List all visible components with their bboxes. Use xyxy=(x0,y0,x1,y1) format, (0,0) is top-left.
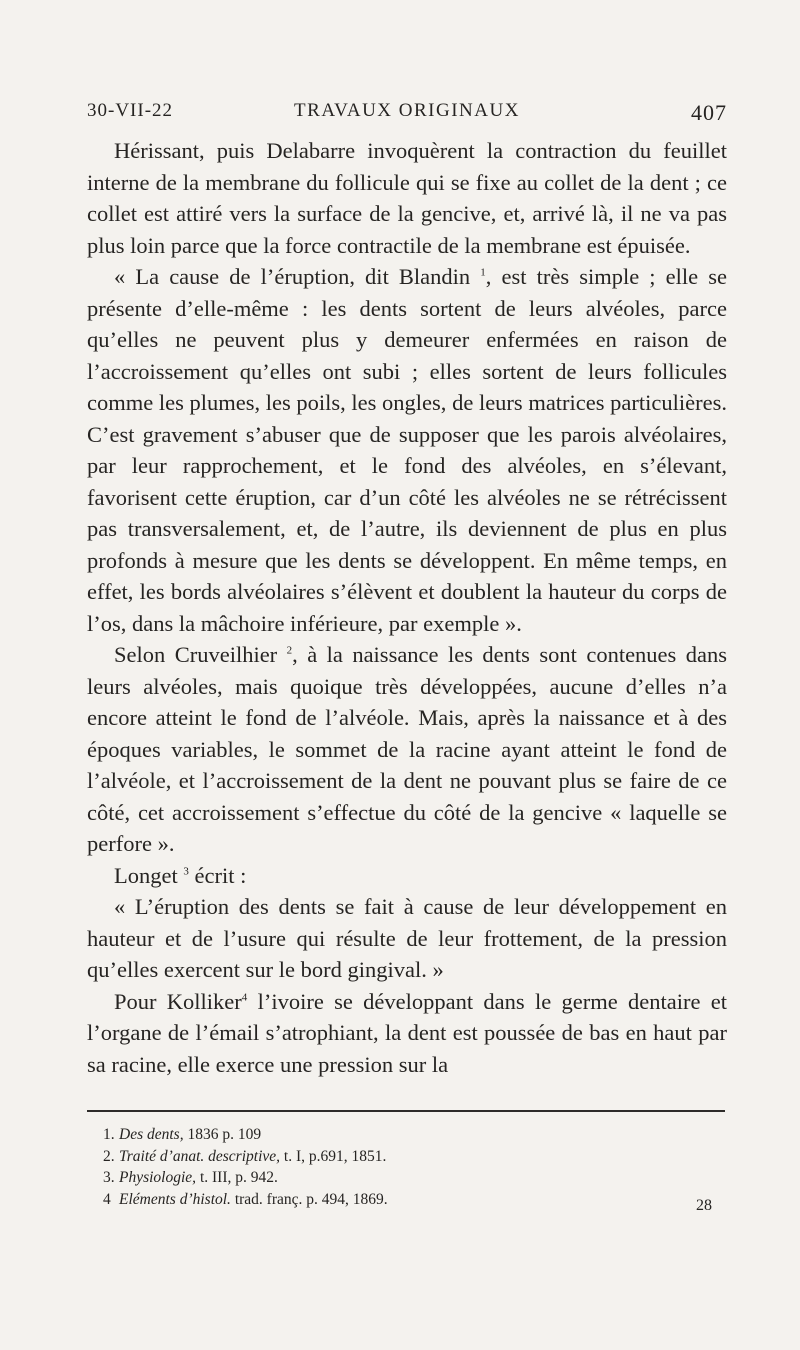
footnote-ref: 3 xyxy=(183,865,189,877)
body-text xyxy=(87,135,727,1080)
footnote-title: Physiologie, xyxy=(119,1169,197,1186)
paragraph-text: Hérissant, puis Delabarre invoquèrent la contraction du feuillet interne de la membrane du follicule qui se fixe au collet de la dent ; ce collet est attiré vers la surface de la gencive, et, arrivé là, il ne va pas plus loin parce que la force contractile de la membrane est épuisée. xyxy=(87,138,727,258)
footnote xyxy=(103,1189,703,1211)
footnote-title: Eléments d’histol. xyxy=(119,1190,231,1208)
header-date: 30-VII-22 xyxy=(87,100,174,121)
footnote-ref: 2 xyxy=(286,644,293,657)
paragraph-text: , est très simple ; elle se présente d’elle-même : les dents sortent de leurs alvéoles, parce qu’elles ne peuvent plus y demeurer enfermées en raison de l’accroissement qu’elles ont subi ; elles sortent de leurs follicules comme les plumes, les poils, les ongles, de leurs matrices particulières. C’est gravement s’abuser que de supposer que les parois alvéolaires, par leur rapprochement, et le fond des alvéoles, en s’élevant, favorisent cette éruption, car d’un côté les alvéoles ne se rétrécissent pas transversalement, et, de l’autre, ils deviennent de plus en plus profonds à mesure que les dents se développent. En même temps, en effet, les bords alvéolaires s’élèvent et doublent la hauteur du corps de l’os, dans la mâchoire inférieure, par exemple ». xyxy=(87,264,727,636)
paragraph-text: Longet xyxy=(114,862,184,888)
footnote-number: 2. xyxy=(103,1147,115,1165)
footnote-divider xyxy=(87,1110,725,1112)
footnote-ref: 4 xyxy=(241,991,248,1003)
paragraph-text: « L’éruption des dents se fait à cause de leur développement en hauteur et de l’usure qui résulte de leur frottement, de la pression qu’elles exercent sur le bord gingival. » xyxy=(87,894,727,982)
running-title: TRAVAUX ORIGINAUX xyxy=(294,100,520,121)
paragraph-text: écrit : xyxy=(188,862,247,888)
footnote-number: 4 xyxy=(103,1190,111,1208)
footnote-number: 3. xyxy=(103,1169,115,1186)
signature-mark: 28 xyxy=(696,1197,712,1214)
footnote xyxy=(103,1146,703,1168)
page-number: 407 xyxy=(691,100,727,125)
paragraph-text: Pour Kolliker xyxy=(114,988,242,1014)
footnotes xyxy=(103,1124,703,1210)
paragraph-text: Selon Cruveilhier xyxy=(114,642,287,667)
paragraph-text: l’ivoire se développant dans le germe dentaire et l’organe de l’émail s’atrophiant, la dent est poussée de bas en haut par sa racine, elle exerce une pression sur la xyxy=(87,988,727,1077)
footnote-citation: t. III, p. 942. xyxy=(196,1169,278,1186)
footnote xyxy=(103,1167,703,1189)
paragraph-text: , à la naissance les dents sont contenues dans leurs alvéoles, mais quoique très développées, aucune d’elles n’a encore atteint le fond de l’alvéole. Mais, après la naissance et à des époques variables, le sommet de la racine ayant atteint le fond de l’alvéole, et l’accroissement de la dent ne pouvant plus se faire de ce côté, cet accroissement s’effectue du côté de la gencive « laquelle se perfore ». xyxy=(87,642,727,856)
paragraph xyxy=(87,891,727,986)
paragraph xyxy=(87,135,727,261)
footnote xyxy=(103,1124,703,1146)
paragraph xyxy=(87,261,727,639)
footnote-citation: trad. franç. p. 494, 1869. xyxy=(230,1190,388,1208)
footnote-citation: 1836 p. 109 xyxy=(183,1126,262,1143)
footnote-title: Traité d’anat. descriptive, xyxy=(119,1147,281,1165)
footnote-title: Des dents, xyxy=(119,1126,184,1143)
running-header xyxy=(87,100,727,130)
footnote-citation: t. I, p.691, 1851. xyxy=(280,1147,387,1165)
footnote-number: 1. xyxy=(103,1126,115,1143)
paragraph-text: « La cause de l’éruption, dit Blandin xyxy=(114,264,481,289)
footnote-ref: 1 xyxy=(480,266,486,279)
paragraph xyxy=(87,860,727,892)
paragraph xyxy=(87,986,727,1081)
paragraph xyxy=(87,639,727,860)
